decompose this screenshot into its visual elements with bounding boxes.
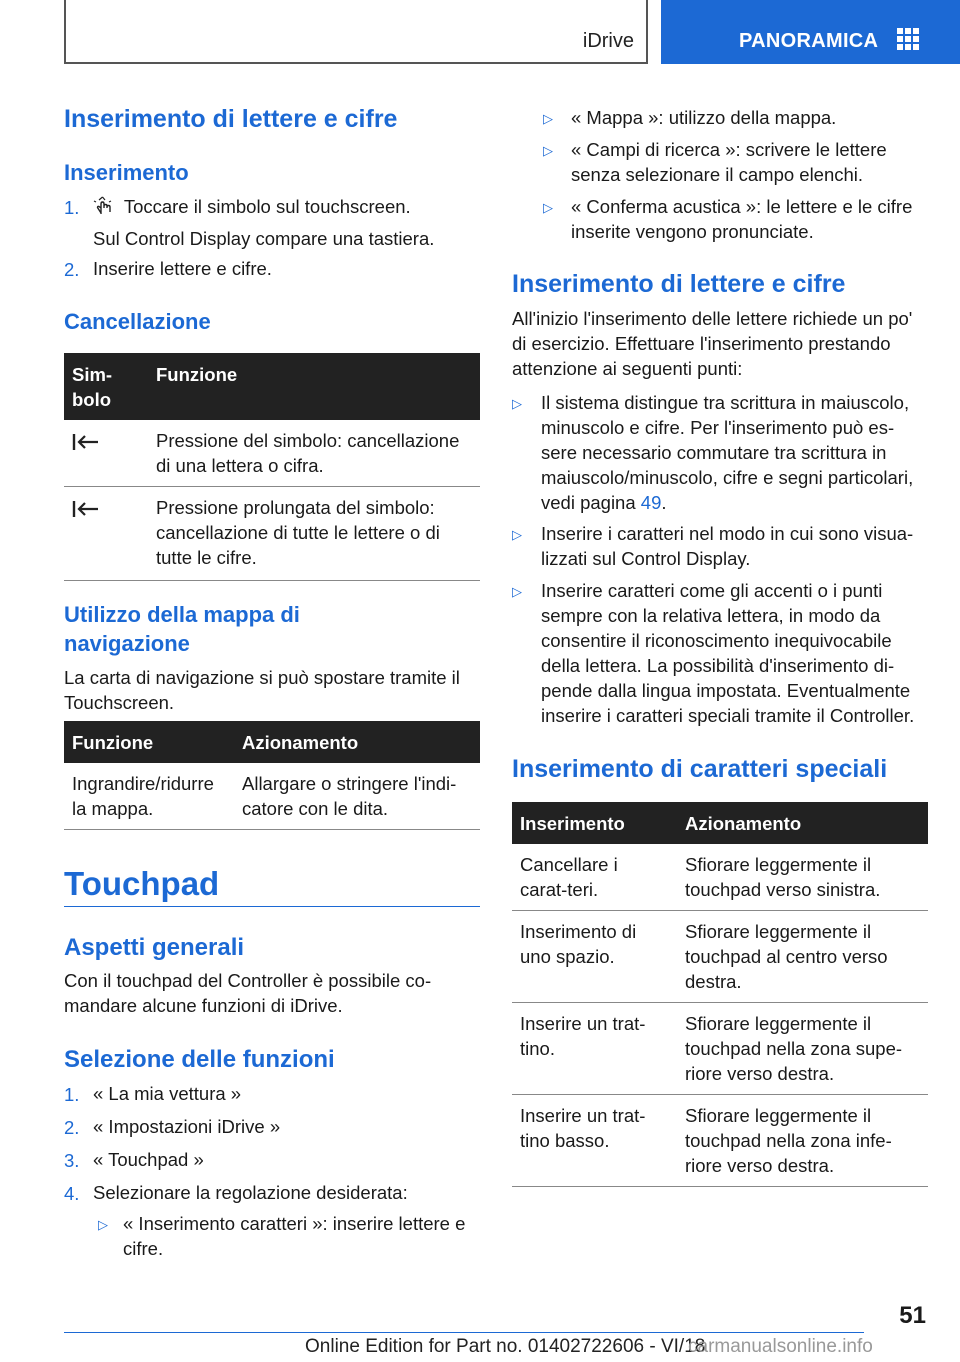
letters-paragraph: All'inizio l'inserimento delle lettere richiede un po' di esercizio. Effettuare l'inserimento prestando attenzione ai seguenti punti: (512, 308, 913, 379)
table-row (64, 420, 480, 487)
table-cell: Inserire un trat-tino. (512, 1003, 677, 1095)
heading-letters-digits-input: Inserimento di lettere e cifre (512, 270, 846, 298)
heading-input: Inserimento (64, 160, 189, 185)
bullet-text: « Inserimento caratteri »: inserire lettere e cifre. (123, 1213, 466, 1259)
table-cell: Pressione prolungata del simbolo: cancellazione di tutte le lettere o di tutte le cifre. (148, 487, 480, 581)
table-cell: Allargare o stringere l'indi-catore con le dita. (234, 763, 480, 830)
triangle-bullet-icon: ▷ (543, 111, 553, 126)
header-section-box (64, 0, 648, 64)
table-header: Azionamento (677, 802, 928, 844)
table-header: Sim- bolo (64, 353, 148, 420)
table-header: Funzione (148, 353, 480, 420)
table-cell: Inserire un trat-tino basso. (512, 1095, 677, 1187)
backspace-arrow-icon (72, 499, 100, 524)
triangle-bullet-icon: ▷ (543, 143, 553, 158)
bullet-text: « Conferma acustica »: le lettere e le cifre inserite vengono pronunciate. (571, 196, 913, 242)
map-table (64, 721, 480, 830)
triangle-bullet-icon: ▷ (98, 1217, 108, 1232)
step-text: « Impostazioni iDrive » (93, 1116, 281, 1137)
table-cell: Pressione del simbolo: cancellazione di una lettera o cifra. (148, 420, 480, 487)
step-number: 1. (64, 197, 80, 218)
table-cell: Sfiorare leggermente il touchpad nella zona supe-riore verso destra. (677, 1003, 928, 1095)
table-cell: Cancellare i carat-teri. (512, 844, 677, 911)
bullet-text: Inserire i caratteri nel modo in cui sono visua-lizzati sul Control Display. (541, 523, 914, 569)
heading-map: Utilizzo della mappa di navigazione (64, 602, 300, 656)
heading-letters-digits: Inserimento di lettere e cifre (64, 105, 398, 133)
triangle-bullet-icon: ▷ (543, 200, 553, 215)
heading-delete: Cancellazione (64, 309, 211, 334)
table-row (64, 487, 480, 581)
map-paragraph: La carta di navigazione si può spostare tramite il Touchscreen. (64, 667, 460, 713)
triangle-bullet-icon: ▷ (512, 584, 522, 599)
step-number: 1. (64, 1084, 80, 1105)
bullet-text: Inserire caratteri come gli accenti o i punti sempre con la relativa lettera, in modo da consentire il riconoscimento inequivocabile della lettera. La possibilità d'inserimento di-pende dalla lingua impostata. Eventualmente inserire i caratteri speciali tramite il Controller. (541, 580, 915, 726)
step-subtext: Sul Control Display compare una tastiera. (93, 228, 435, 249)
table-cell (64, 487, 148, 581)
table-row (64, 763, 480, 830)
triangle-bullet-icon: ▷ (512, 396, 522, 411)
table-row (512, 1095, 928, 1187)
table-cell: Inserimento di uno spazio. (512, 911, 677, 1003)
table-row (512, 844, 928, 911)
table-cell: Ingrandire/ridurre la mappa. (64, 763, 234, 830)
footer-edition: Online Edition for Part no. 01402722606 - VI/18 (305, 1336, 706, 1357)
table-row (512, 1003, 928, 1095)
watermark: carmanualsonline.info (688, 1336, 873, 1357)
bullet-text: « Campi di ricerca »: scrivere le lettere senza selezionare il campo elenchi. (571, 139, 887, 185)
heading-select-functions: Selezione delle funzioni (64, 1046, 335, 1073)
overview-nav-label: PANORAMICA (739, 30, 879, 52)
heading-special-characters: Inserimento di caratteri speciali (512, 755, 888, 783)
table-header: Azionamento (234, 721, 480, 763)
backspace-arrow-icon (72, 432, 100, 457)
table-cell: Sfiorare leggermente il touchpad nella zona infe-riore verso destra. (677, 1095, 928, 1187)
page-reference-link[interactable]: 49 (640, 492, 662, 513)
table-cell (64, 420, 148, 487)
table-row (512, 911, 928, 1003)
page-number: 51 (899, 1302, 926, 1329)
step-number: 3. (64, 1150, 80, 1171)
step-text: Selezionare la regolazione desiderata: (93, 1182, 408, 1203)
touch-hand-icon (93, 196, 119, 218)
step-number: 4. (64, 1183, 80, 1204)
table-cell: Sfiorare leggermente il touchpad al centro verso destra. (677, 911, 928, 1003)
general-paragraph: Con il touchpad del Controller è possibile co-mandare alcune funzioni di iDrive. (64, 970, 432, 1016)
step-text: Toccare il simbolo sul touchscreen. (93, 194, 411, 219)
heading-touchpad: Touchpad (64, 865, 220, 902)
header-section-title: iDrive (582, 30, 634, 52)
table-header: Inserimento (512, 802, 677, 844)
footer-rule (64, 1332, 864, 1333)
grid-icon (897, 28, 919, 50)
special-characters-table (512, 802, 928, 1187)
heading-rule (64, 906, 480, 907)
step-number: 2. (64, 1117, 80, 1138)
delete-table (64, 353, 480, 581)
step-text: Inserire lettere e cifre. (93, 258, 272, 279)
overview-nav-button[interactable] (661, 0, 960, 64)
table-header: Funzione (64, 721, 234, 763)
bullet-text: « Mappa »: utilizzo della mappa. (571, 107, 837, 128)
bullet-text: Il sistema distingue tra scrittura in maiuscolo, minuscolo e cifre. Per l'inserimento può es-sere necessario commutare tra scrittura in maiuscolo/minuscolo, cifre e segni particolari, vedi pagina 49. (541, 392, 914, 513)
step-text: « La mia vettura » (93, 1083, 242, 1104)
heading-general: Aspetti generali (64, 934, 245, 961)
table-cell: Sfiorare leggermente il touchpad verso sinistra. (677, 844, 928, 911)
step-number: 2. (64, 259, 80, 280)
step-text: « Touchpad » (93, 1149, 204, 1170)
triangle-bullet-icon: ▷ (512, 527, 522, 542)
